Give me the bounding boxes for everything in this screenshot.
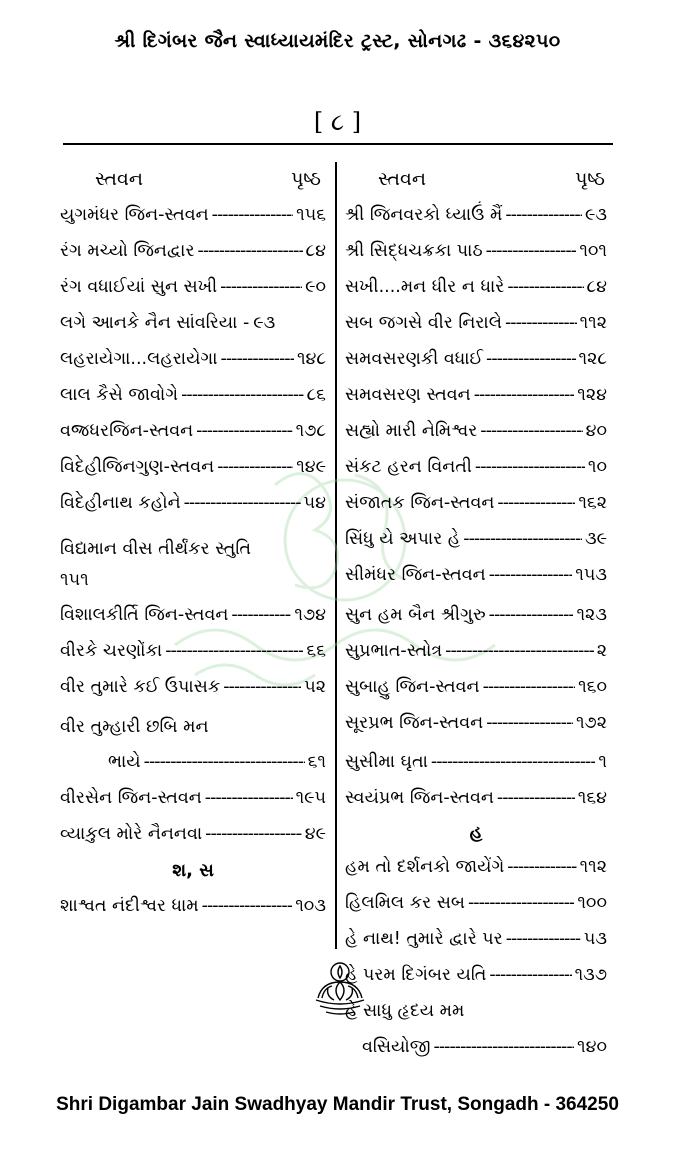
entry-title: વિદેહીજિનગુણ-સ્તવન <box>60 457 215 477</box>
index-entry <box>60 241 326 261</box>
entry-title: લગે આનકે નૈન સાંવરિયા - <box>60 313 250 333</box>
entry-page: ૬૬ <box>306 641 326 661</box>
right-heading-page: પૃષ્ઠ <box>575 168 605 190</box>
index-entry <box>60 896 326 916</box>
entry-page: ૫૩ <box>583 929 607 949</box>
entry-title: વિદ્યમાન વીસ તીર્થંકર સ્તુતિ <box>60 539 251 559</box>
entry-title: સુન હમ બૈન શ્રીગુરુ <box>345 605 486 625</box>
index-entry <box>345 529 607 549</box>
index-entry <box>345 205 607 225</box>
entry-page: ૧૨૩ <box>576 605 607 625</box>
entry-title: સીમંધર જિન-સ્તવન <box>345 565 486 585</box>
index-entry <box>60 824 326 844</box>
index-entry <box>60 457 326 477</box>
index-entry <box>60 385 326 405</box>
entry-title: સંજાતક જિન-સ્તવન <box>345 493 495 513</box>
index-entry <box>345 965 607 985</box>
entry-title: વજ્રધરજિન-સ્તવન <box>60 421 194 441</box>
entry-title: સમવસરણ સ્તવન <box>345 385 471 405</box>
entry-title: લહરાયેગા...લહરાયેગા <box>60 349 218 369</box>
page-header: શ્રી દિગંબર જૈન સ્વાધ્યાયમંદિર ટ્રસ્ટ, સોનગઢ - ૩૬૪૨૫૦ <box>114 30 561 52</box>
entry-page: ૮૪ <box>586 277 607 297</box>
index-entry <box>60 677 326 697</box>
index-entry <box>345 752 607 772</box>
index-entry <box>345 493 607 513</box>
entry-title: સબ જગસે વીર નિરાલે <box>345 313 502 333</box>
index-entry <box>345 457 607 477</box>
entry-title: સમવસરણકી વધાઈ <box>345 349 484 369</box>
lotus-emblem-icon <box>312 958 368 1018</box>
index-entry <box>60 277 326 297</box>
entry-title: હે સાધુ હૃદય મમ <box>345 1001 465 1021</box>
index-entry <box>345 713 607 733</box>
entry-title: શ્રી સિદ્ધચક્રકા પાઠ <box>345 241 483 261</box>
entry-page: ૧૨૪ <box>577 385 607 405</box>
index-entry <box>345 641 607 661</box>
entry-page: ૯૦ <box>305 277 326 297</box>
entry-page: ૧૫૬ <box>296 205 326 225</box>
index-entry <box>108 752 326 772</box>
entry-page: ૧૦૦ <box>577 893 607 913</box>
left-column-heading <box>95 168 321 190</box>
entry-page: ૧૧૨ <box>579 313 607 333</box>
entry-title: સુબાહુ જિન-સ્તવન <box>345 677 480 697</box>
entry-title: સુસીમા ઘૃતા <box>345 752 428 772</box>
index-entry <box>345 605 607 625</box>
entry-title: સહ્યો મારી નેમિશ્વર <box>345 421 478 441</box>
entry-page: ૬૧ <box>307 752 326 772</box>
entry-page: ૧૧૨ <box>579 857 607 877</box>
entry-page: ૮૪ <box>305 241 326 261</box>
left-heading-page: પૃષ્ઠ <box>291 168 321 190</box>
index-entry <box>345 385 607 405</box>
entry-title: યુગમંધર જિન-સ્તવન <box>60 205 209 225</box>
entry-title: સૂરપ્રભ જિન-સ્તવન <box>345 713 484 733</box>
entry-page: ૯૩ <box>584 205 607 225</box>
entry-title: વીર તુમ્હારી છબિ મન <box>60 717 209 737</box>
entry-page: ૧૫૩ <box>575 565 607 585</box>
entry-title: હિલમિલ કર સબ <box>345 893 465 913</box>
entry-title: વીર તુમારે કઈ ઉપાસક <box>60 677 221 697</box>
entry-title: વિશાલકીર્તિ જિન-સ્તવન <box>60 605 229 625</box>
index-entry <box>60 421 326 441</box>
index-entry <box>60 349 326 369</box>
entry-page: ૧૪૦ <box>577 1037 607 1057</box>
entry-title: હે પરમ દિગંબર યતિ <box>345 965 487 985</box>
index-entry <box>362 1037 607 1057</box>
entry-page: ૪૯ <box>304 824 326 844</box>
index-entry <box>345 929 607 949</box>
entry-page: ૧૭૮ <box>295 421 326 441</box>
entry-title: સુપ્રભાત-સ્તોત્ર <box>345 641 443 661</box>
entry-title: રંગ વધાઈયાં સુન સખી <box>60 277 218 297</box>
index-entry <box>60 493 326 513</box>
entry-page: ૪૦ <box>585 421 607 441</box>
entry-title: સિંધુ યે અપાર હે <box>345 529 461 549</box>
entry-page: ૨ <box>596 641 607 661</box>
header-rule <box>63 143 613 145</box>
index-entry <box>345 565 607 585</box>
entry-page: ૧૬૪ <box>577 788 607 808</box>
page-number: [ ૮ ] <box>313 108 362 136</box>
page-footer: Shri Digambar Jain Swadhyay Mandir Trust, Songadh - 364250 <box>56 1094 619 1115</box>
entry-page: ૧૪૮ <box>296 349 326 369</box>
index-entry <box>345 349 607 369</box>
index-entry <box>60 313 326 333</box>
index-entry <box>345 893 607 913</box>
entry-page: ૧૯૫ <box>295 788 326 808</box>
entry-title: હમ તો દર્શનકો જાયેંગે <box>345 857 505 877</box>
entry-page: ૧૨૮ <box>578 349 607 369</box>
section-heading: હ <box>469 822 483 843</box>
entry-title: રંગ મચ્યો જિનદ્વાર <box>60 241 195 261</box>
entry-page: ૧૬૨ <box>578 493 607 513</box>
entry-page: ૧૭૨ <box>575 713 607 733</box>
entry-page: ૧૪૯ <box>296 457 326 477</box>
entry-title: વીરકે ચરણોંકા <box>60 641 163 661</box>
entry-page: ૩૯ <box>584 529 607 549</box>
index-entry <box>345 313 607 333</box>
entry-page: ૧૬૦ <box>578 677 607 697</box>
right-column-heading <box>378 168 605 190</box>
entry-page: ૧૦ <box>587 457 607 477</box>
section-heading: શ, સ <box>172 860 214 881</box>
entry-page: ૧૫૧ <box>60 570 89 590</box>
entry-page: ૧૩૭ <box>574 965 607 985</box>
entry-title: સંકટ હરન વિનતી <box>345 457 472 477</box>
index-entry <box>60 205 326 225</box>
index-entry <box>345 241 607 261</box>
entry-page: ૧ <box>598 752 607 772</box>
entry-title: શ્રી જિનવરકો ધ્યાઉં મૈં <box>345 205 503 225</box>
entry-page: ૫૪ <box>303 493 326 513</box>
entry-title: સ્વયંપ્રભ જિન-સ્તવન <box>345 788 494 808</box>
entry-title: સખી....મન ધીર ન ધારે <box>345 277 505 297</box>
entry-page: ૧૦૧ <box>579 241 607 261</box>
entry-title: હે નાથ! તુમારે દ્વારે પર <box>345 929 503 949</box>
entry-title: વિદેહીનાથ કહોને <box>60 493 181 513</box>
right-heading-title: સ્તવન <box>378 168 426 190</box>
index-entry <box>345 788 607 808</box>
entry-title: શાશ્વત નંદીશ્વર ધામ <box>60 896 199 916</box>
entry-page: ૮૬ <box>306 385 326 405</box>
entry-title: લાલ કૈસે જાવોગે <box>60 385 179 405</box>
entry-title: ભાયે <box>108 752 141 772</box>
entry-page: ૧૭૪ <box>294 605 326 625</box>
index-entry <box>345 277 607 297</box>
entry-page: ૯૩ <box>253 313 276 333</box>
index-entry <box>60 605 326 625</box>
index-entry <box>60 788 326 808</box>
index-entry <box>345 857 607 877</box>
left-heading-title: સ્તવન <box>95 168 143 190</box>
entry-page: ૫૨ <box>304 677 326 697</box>
entry-title: વસિયોજી <box>362 1037 431 1057</box>
index-entry <box>345 677 607 697</box>
index-entry <box>345 421 607 441</box>
entry-page: ૧૦૩ <box>295 896 326 916</box>
entry-title: વીરસેન જિન-સ્તવન <box>60 788 202 808</box>
entry-title: વ્યાકુલ મોરે નૈનનવા <box>60 824 203 844</box>
index-entry <box>60 641 326 661</box>
